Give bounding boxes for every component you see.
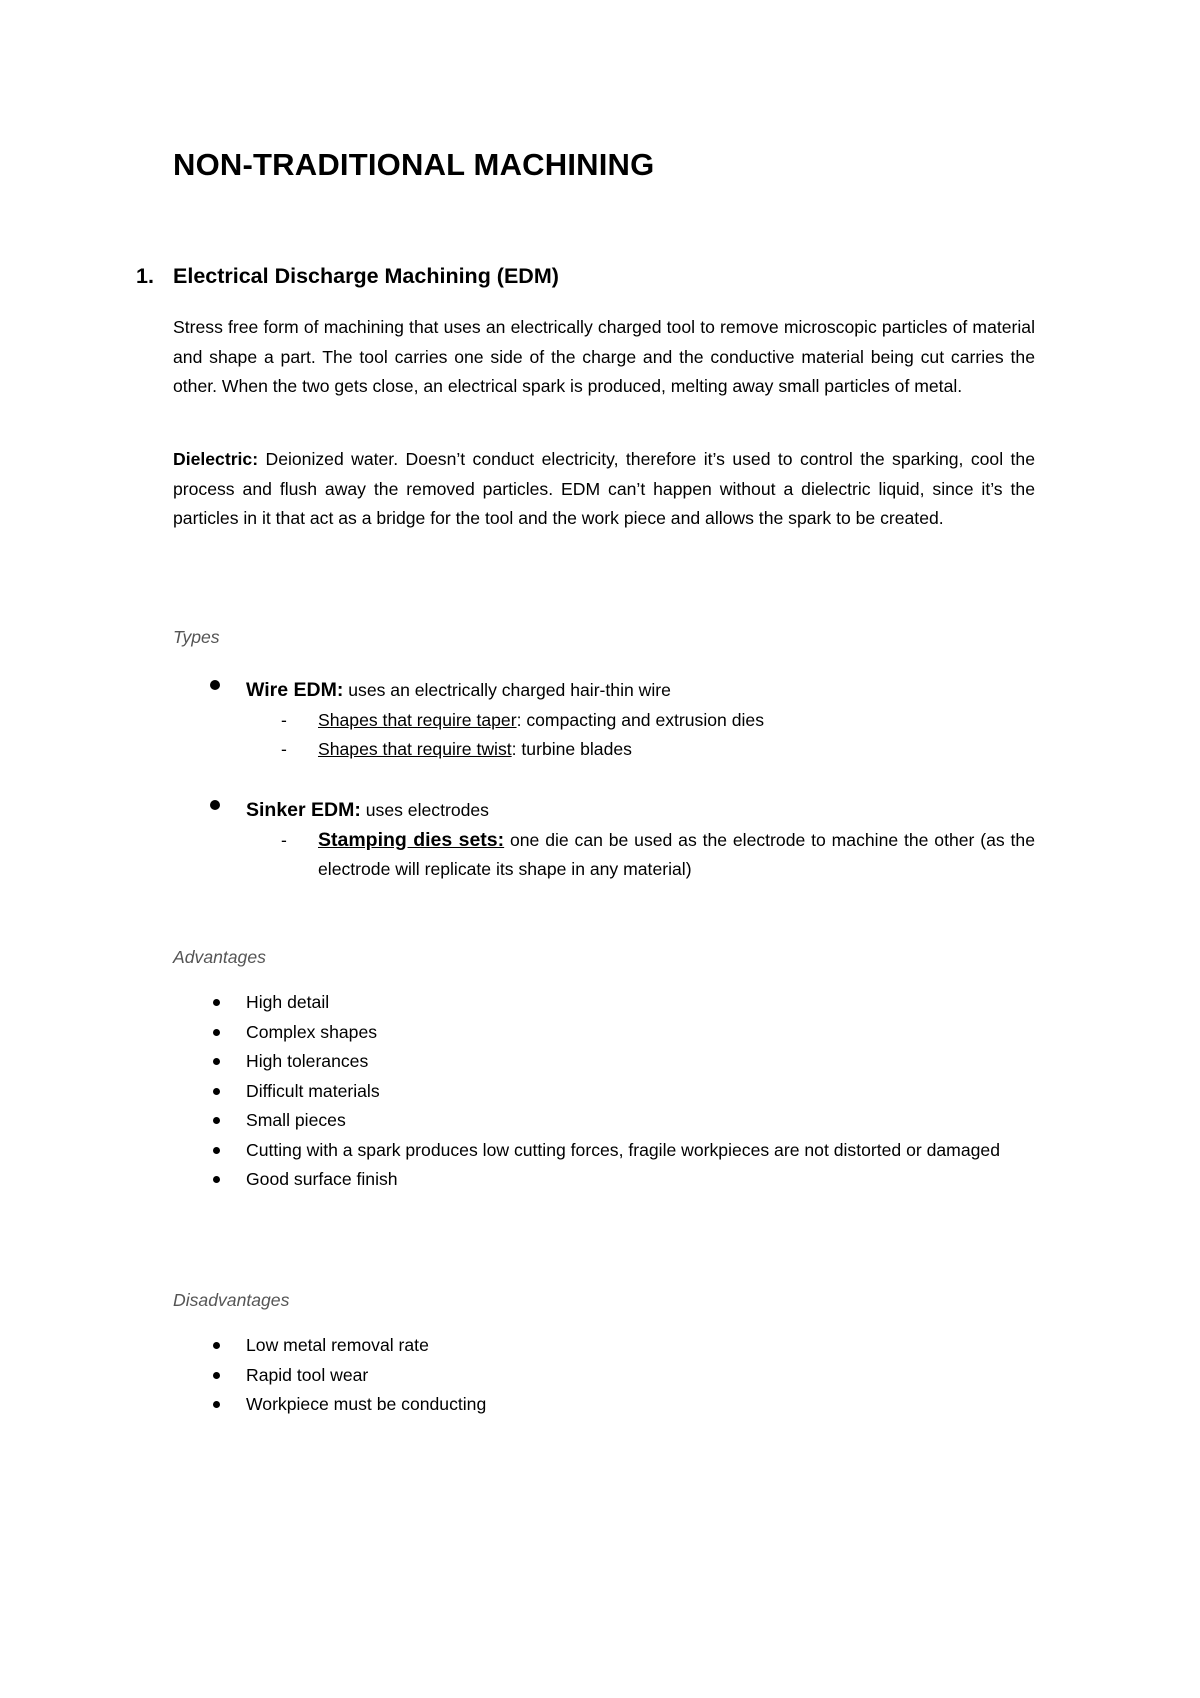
- section-heading-text: Electrical Discharge Machining (EDM): [173, 264, 559, 288]
- list-item-text: Complex shapes: [246, 1021, 378, 1042]
- bullet-icon: [213, 1176, 220, 1183]
- dash-marker: -: [281, 829, 287, 850]
- sub-list-item: [173, 826, 1035, 885]
- bullet-icon: [213, 1401, 220, 1408]
- list-item-text: Small pieces: [246, 1110, 346, 1130]
- list-item: [173, 1390, 1035, 1420]
- sinker-edm-sub-list: [173, 826, 1035, 885]
- bullet-icon: [213, 1342, 220, 1349]
- list-item-text: Workpiece must be conducting: [246, 1394, 487, 1414]
- list-item: [173, 1136, 1035, 1166]
- intro-paragraph: Stress free form of machining that uses an electrically charged tool to remove microscopic particles of material and shape a part. The tool carries one side of the charge and the conductive material being cut carries the other. When the two gets close, an electrical spark is produced, melting away small particles of metal.: [173, 317, 1035, 396]
- section-heading: [136, 264, 559, 289]
- type-name: Sinker EDM:: [246, 799, 361, 821]
- bullet-icon: [210, 680, 220, 690]
- bullet-icon: [213, 1088, 220, 1095]
- advantages-heading: Advantages: [173, 947, 266, 967]
- list-item-text: Rapid tool wear: [246, 1364, 369, 1385]
- type-item-sinker-edm: [173, 796, 1035, 885]
- document-title: NON-TRADITIONAL MACHINING: [173, 147, 655, 182]
- sub-item-text: : compacting and extrusion dies: [516, 709, 764, 730]
- sub-list-item: [173, 706, 1035, 736]
- list-item-text: High tolerances: [246, 1051, 369, 1071]
- disadvantages-heading: Disadvantages: [173, 1290, 290, 1310]
- type-row-sinker-edm: [173, 796, 1035, 826]
- sub-item-label: Shapes that require taper: [318, 709, 517, 730]
- list-item: [173, 1331, 1035, 1361]
- types-heading: Types: [173, 627, 220, 647]
- dielectric-paragraph: [173, 445, 1035, 534]
- bullet-icon: [210, 800, 220, 810]
- dielectric-text: Deionized water. Doesn’t conduct electricity, therefore it’s used to control the sparking, cool the process and flush away the removed particles. EDM can’t happen without a dielectric liquid, since it’s the particles in it that act as a bridge for the tool and the work piece and allows the spark to be created.: [173, 449, 1035, 528]
- bullet-icon: [213, 1058, 220, 1065]
- bullet-icon: [213, 1029, 220, 1036]
- list-item: [173, 1361, 1035, 1391]
- sub-list-item: [173, 735, 1035, 765]
- list-item-text: Cutting with a spark produces low cutting forces, fragile workpieces are not distorted or damaged: [246, 1139, 1000, 1160]
- list-item-text: High detail: [246, 992, 330, 1012]
- dash-marker: -: [281, 739, 287, 759]
- dielectric-label: Dielectric:: [173, 449, 259, 469]
- list-item: [173, 1047, 1035, 1077]
- sub-item-label: Stamping dies sets:: [318, 828, 505, 851]
- bullet-icon: [213, 999, 220, 1006]
- list-item: [173, 1165, 1035, 1195]
- type-description: uses electrodes: [360, 800, 489, 820]
- list-item-text: Difficult materials: [246, 1080, 380, 1101]
- section-number: 1.: [136, 264, 154, 288]
- type-description: uses an electrically charged hair-thin wire: [343, 680, 671, 700]
- sub-item-label: Shapes that require twist: [318, 739, 512, 759]
- list-item: [173, 1106, 1035, 1136]
- bullet-icon: [213, 1117, 220, 1124]
- list-item: [173, 988, 1035, 1018]
- bullet-icon: [213, 1372, 220, 1379]
- list-item-text: Low metal removal rate: [246, 1335, 429, 1355]
- dash-marker: -: [281, 709, 287, 730]
- type-row-wire-edm: [173, 676, 1035, 706]
- bullet-icon: [213, 1147, 220, 1154]
- wire-edm-sub-list: [173, 706, 1035, 765]
- list-item: [173, 1018, 1035, 1048]
- type-item-wire-edm: [173, 676, 1035, 765]
- list-item: [173, 1077, 1035, 1107]
- sub-item-text: : turbine blades: [511, 739, 632, 759]
- advantages-list: [173, 988, 1035, 1195]
- type-name: Wire EDM:: [246, 679, 344, 701]
- list-item-text: Good surface finish: [246, 1169, 398, 1189]
- sub-item-text: one die can be used as the electrode to machine the other (as the electrode will replicate its shape in any material): [318, 829, 1035, 879]
- disadvantages-list: [173, 1331, 1035, 1420]
